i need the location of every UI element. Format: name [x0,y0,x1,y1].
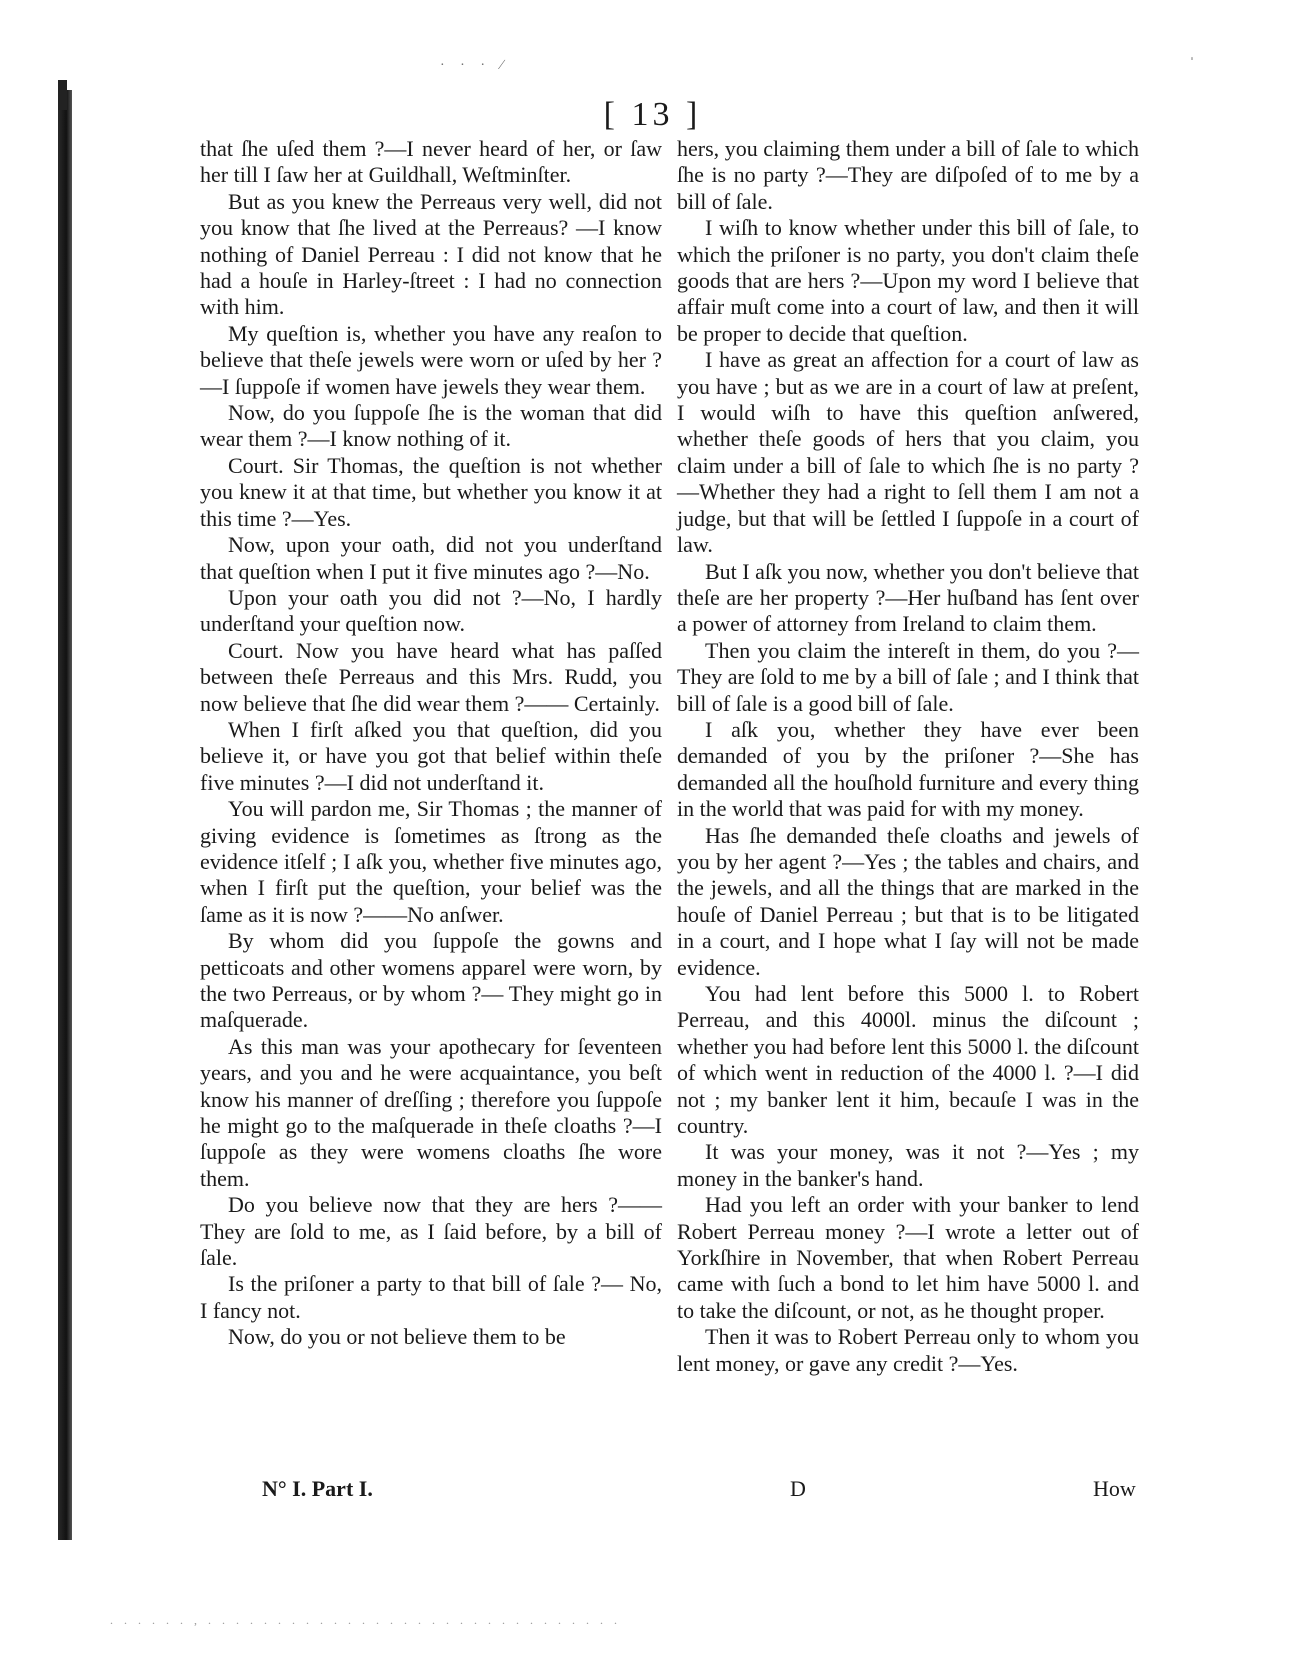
left-column [200,136,662,1351]
paragraph: hers, you claiming them under a bill of ſale to which ſhe is no party ?—They are diſpoſed of to me by a bill of ſale. [677,136,1139,214]
signature-mark: N° I. Part I. [262,1476,373,1501]
paragraph: Court. Sir Thomas, the queſtion is not whether you knew it at that time, but whether you know it at this time ?—Yes. [200,452,662,531]
paragraph: You had lent before this 5000 l. to Robert Perreau, and this 4000l. minus the diſcount ; whether you had before lent this 5000 l. the diſcount of which went in reduction of the 4000 l. ?—I did not ; my banker lent it him, becauſe I was in the country. [677,981,1139,1139]
paragraph: My queſtion is, whether you have any reaſon to believe that theſe jewels were worn or uſed by her ?—I ſuppoſe if women have jewels they wear them. [200,320,662,399]
catchword: How [1093,1476,1136,1501]
paragraph: Is the priſoner a party to that bill of ſale ?— No, I fancy not. [200,1271,662,1323]
paragraph: Now, do you ſuppoſe ſhe is the woman that did wear them ?—I know nothing of it. [200,400,662,452]
paragraph: Then you claim the intereſt in them, do you ?—They are ſold to me by a bill of ſale ; and I think that bill of ſale is a good bill of ſale. [677,637,1139,716]
paragraph: I wiſh to know whether under this bill of ſale, to which the priſoner is no party, you don't claim theſe goods that are hers ?—Upon my word I believe that affair muſt come into a court of law, and then it will be proper to decide that queſtion. [677,215,1139,346]
signature-letter: D [790,1476,806,1501]
binding-edge [58,90,72,1540]
ink-specks: · · · ∕ [440,58,509,73]
page-footer [0,1476,1305,1506]
paragraph: But as you knew the Perreaus very well, did not you know that ſhe lived at the Perreaus? —I know nothing of Daniel Perreau : I did not know that he had a houſe in Harley-ſtreet : I had no connection with him. [200,188,662,320]
paragraph: Had you left an order with your banker to lend Robert Perreau money ?—I wrote a letter out of Yorkſhire in November, that when Robert Perreau came with ſuch a bond to let him have 5000 l. and to take the diſcount, or not, as he thought proper. [677,1192,1139,1323]
paragraph: Then it was to Robert Perreau only to whom you lent money, or gave any credit ?—Yes. [677,1324,1139,1376]
paragraph: By whom did you ſuppoſe the gowns and petticoats and other womens apparel were worn, by the two Perreaus, or by whom ?— They might go in maſquerade. [200,928,662,1033]
paragraph: Do you believe now that they are hers ?—— They are ſold to me, as I ſaid before, by a bill of ſale. [200,1192,662,1271]
paragraph: Now, upon your oath, did not you underſtand that queſtion when I put it five minutes ago ?—No. [200,532,662,584]
ink-specks-bottom: . . . . . . , . . . . . . . . . . . . . . . . . . . . . . . . . . . . . . [110,1613,621,1627]
paragraph: Upon your oath you did not ?—No, I hardly underſtand your queſtion now. [200,584,662,637]
paragraph: You will pardon me, Sir Thomas ; the manner of giving evidence is ſometimes as ſtrong as the evidence itſelf ; I aſk you, whether five minutes ago, when I firſt put the queſtion, your belief was the ſame as it is now ?——No anſwer. [200,796,662,927]
paragraph: As this man was your apothecary for ſeventeen years, and you and he were acquaintance, you beſt know his manner of dreſſing ; therefore you ſuppoſe he might go to the maſquerade in theſe cloaths ?—I ſuppoſe as they were womens cloaths ſhe wore them. [200,1033,662,1191]
right-column [677,136,1139,1377]
ink-speck: ˌ [1189,40,1195,60]
paragraph: I have as great an affection for a court of law as you have ; but as we are in a court of law at preſent, I would wiſh to have this queſtion anſwered, whether theſe goods of hers that you claim, you claim under a bill of ſale to which ſhe is no party ?—Whether they had a right to ſell them I am not a judge, but that will be ſettled I ſuppoſe in a court of law. [677,347,1139,558]
paragraph: that ſhe uſed them ?—I never heard of her, or ſaw her till I ſaw her at Guildhall, Weſtminſter. [200,136,662,188]
paragraph: I aſk you, whether they have ever been demanded of you by the priſoner ?—She has demanded all the houſhold furniture and every thing in the world that was paid for with my money. [677,716,1139,822]
paragraph: But I aſk you now, whether you don't believe that theſe are her property ?—Her huſband has ſent over a power of attorney from Ireland to claim them. [677,558,1139,637]
paragraph: Court. Now you have heard what has paſſed between theſe Perreaus and this Mrs. Rudd, you now believe that ſhe did wear them ?—— Certainly. [200,637,662,716]
paragraph: When I firſt aſked you that queſtion, did you believe it, or have you got that belief within theſe five minutes ?—I did not underſtand it. [200,716,662,795]
page-number: [ 13 ] [603,96,702,133]
paragraph: Now, do you or not believe them to be [228,1324,566,1350]
paragraph: It was your money, was it not ?—Yes ; my money in the banker's hand. [677,1139,1139,1191]
paragraph: Has ſhe demanded theſe cloaths and jewels of you by her agent ?—Yes ; the tables and chairs, and the jewels, and all the things that are marked in the houſe of Daniel Perreau ; but that is to be litigated in a court, and I hope what I ſay will not be made evidence. [677,822,1139,980]
